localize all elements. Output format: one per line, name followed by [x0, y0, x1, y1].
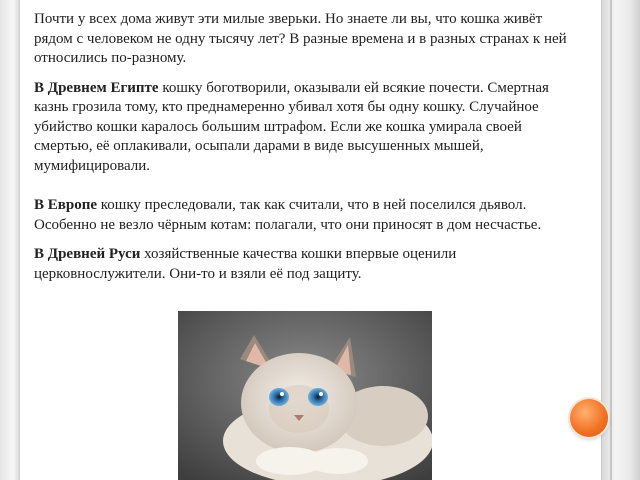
rus-heading: В Древней Руси	[34, 246, 141, 262]
right-tab-strip	[601, 0, 640, 480]
orange-circle-decoration	[570, 399, 608, 437]
egypt-text: кошку боготворили, оказывали ей всякие почести. Смертная казнь грозила тому, кто преднамеренно убивал хотя бы одну кошку. Случайное убийство кошки каралось большим штрафом. Если же кошка умирала своей смертью, её оплакивали, осыпали дарами в виде высушенных мышей, мумифицировали.	[34, 79, 549, 174]
intro-paragraph: Почти у всех дома живут эти милые зверьки. Но знаете ли вы, что кошка живёт рядом с человеком не одну тысячу лет? В разные времена и в разных странах к ней относились по-разному.	[34, 11, 567, 66]
cat-photo	[178, 311, 432, 480]
europe-heading: В Европе	[34, 197, 98, 213]
egypt-heading: В Древнем Египте	[34, 79, 159, 96]
egypt-paragraph	[34, 79, 574, 177]
rus-paragraph	[34, 245, 574, 284]
slide-text	[34, 10, 574, 294]
europe-paragraph	[34, 196, 574, 235]
paper-left-edge	[0, 0, 20, 480]
rus-text: хозяйственные качества кошки впервые оценили церковнослужители. Они-то и взяли её под защиту.	[34, 246, 457, 282]
europe-text: кошку преследовали, так как считали, что в ней поселился дьявол. Особенно не везло чёрным котам: полагали, что они приносят в дом несчастье.	[34, 197, 542, 233]
